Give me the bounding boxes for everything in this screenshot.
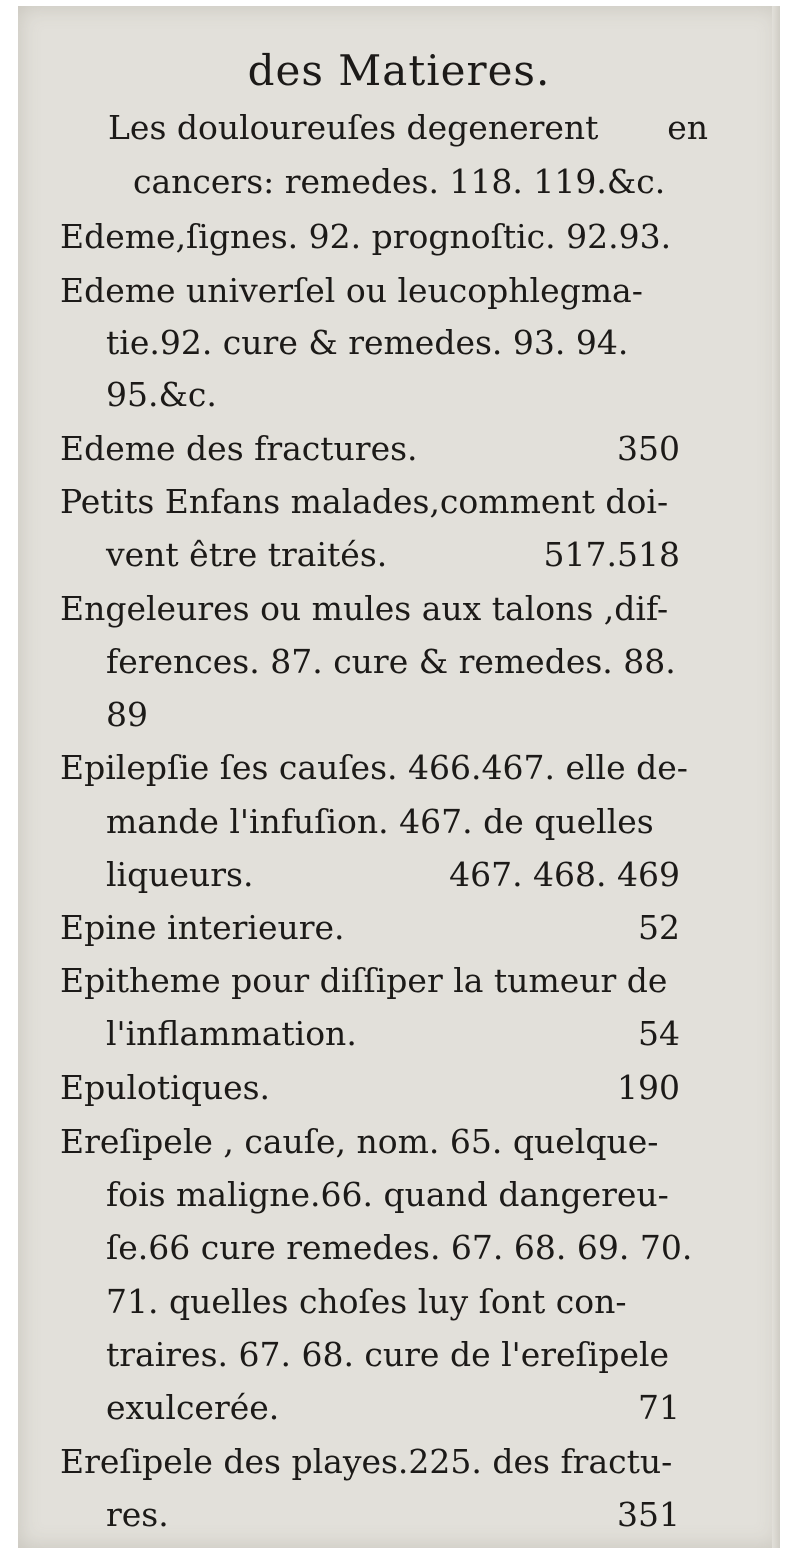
line-text: Epine interieure. bbox=[60, 908, 345, 947]
line-text: Engeleures ou mules aux talons ,dif- bbox=[60, 589, 669, 628]
index-line bbox=[60, 266, 680, 316]
index-line bbox=[60, 743, 688, 793]
index-line bbox=[106, 690, 680, 740]
line-text: Edeme,ſignes. 92. prognoſtic. 92.93. bbox=[60, 217, 672, 256]
line-page-ref: 71 bbox=[638, 1388, 680, 1427]
line-page-ref: en bbox=[667, 108, 708, 147]
index-line bbox=[106, 1170, 680, 1220]
line-text: Petits Enfans malades,comment doi- bbox=[60, 482, 669, 521]
page-edge bbox=[772, 6, 780, 1548]
index-line bbox=[106, 850, 680, 900]
line-page-ref: 54 bbox=[638, 1014, 680, 1053]
line-text: Edeme univerſel ou leucophlegma- bbox=[60, 271, 643, 310]
index-line bbox=[106, 1009, 680, 1059]
index-line bbox=[106, 370, 686, 420]
line-text: l'inflammation. bbox=[106, 1014, 357, 1053]
index-line bbox=[60, 424, 680, 474]
index-line bbox=[60, 1437, 680, 1487]
index-line bbox=[106, 1277, 680, 1327]
line-page-ref: 52 bbox=[638, 908, 680, 947]
index-line bbox=[60, 212, 680, 262]
index-line bbox=[106, 1223, 693, 1273]
line-text: 71. quelles choſes luy ſont con- bbox=[106, 1282, 627, 1321]
index-line bbox=[60, 1117, 680, 1167]
index-line bbox=[106, 318, 686, 368]
line-page-ref: 351 bbox=[617, 1495, 680, 1534]
line-text: mande l'infuſion. 467. de quelles bbox=[106, 802, 654, 841]
index-line bbox=[106, 1383, 680, 1433]
running-header: des Matieres. bbox=[247, 46, 551, 95]
book-page bbox=[18, 6, 780, 1548]
line-text: ferences. 87. cure & remedes. 88. bbox=[106, 642, 676, 681]
line-text: ſe.66 cure remedes. 67. 68. 69. 70. bbox=[106, 1228, 693, 1267]
index-line bbox=[60, 903, 680, 953]
index-line bbox=[106, 530, 680, 580]
line-text: cancers: remedes. 118. 119.&c. bbox=[133, 162, 666, 201]
line-text: 95.&c. bbox=[106, 375, 217, 414]
index-line bbox=[106, 797, 680, 847]
line-text: liqueurs. bbox=[106, 855, 254, 894]
line-page-ref: 467. 468. 469 bbox=[449, 855, 680, 894]
index-line bbox=[106, 637, 680, 687]
line-text: 89 bbox=[106, 695, 148, 734]
index-line bbox=[60, 956, 680, 1006]
line-page-ref: 350 bbox=[617, 429, 680, 468]
index-line bbox=[60, 1063, 680, 1113]
line-text: Epitheme pour diſſiper la tumeur de bbox=[60, 961, 668, 1000]
line-text: vent être traités. bbox=[106, 535, 388, 574]
line-text: exulcerée. bbox=[106, 1388, 280, 1427]
index-line bbox=[60, 584, 680, 634]
line-text: Ereſipele , cauſe, nom. 65. quelque- bbox=[60, 1122, 659, 1161]
line-text: Edeme des fractures. bbox=[60, 429, 418, 468]
line-text: Epilepſie ſes cauſes. 466.467. elle de- bbox=[60, 748, 688, 787]
line-text: tie.92. cure & remedes. 93. 94. bbox=[106, 323, 629, 362]
line-text: Epulotiques. bbox=[60, 1068, 271, 1107]
line-text: Les douloureuſes degenerent bbox=[108, 108, 599, 147]
line-page-ref: 190 bbox=[617, 1068, 680, 1107]
line-text: Ereſipele des playes.225. des fractu- bbox=[60, 1442, 673, 1481]
line-text: traires. 67. 68. cure de l'ereſipele bbox=[106, 1335, 670, 1374]
line-text: fois maligne.66. quand dangereu- bbox=[106, 1175, 669, 1214]
index-line bbox=[106, 1330, 680, 1380]
index-line bbox=[60, 477, 680, 527]
index-line bbox=[108, 103, 708, 153]
index-line bbox=[106, 1490, 680, 1540]
line-page-ref: 517.518 bbox=[543, 535, 680, 574]
index-line bbox=[133, 157, 708, 207]
line-text: res. bbox=[106, 1495, 169, 1534]
